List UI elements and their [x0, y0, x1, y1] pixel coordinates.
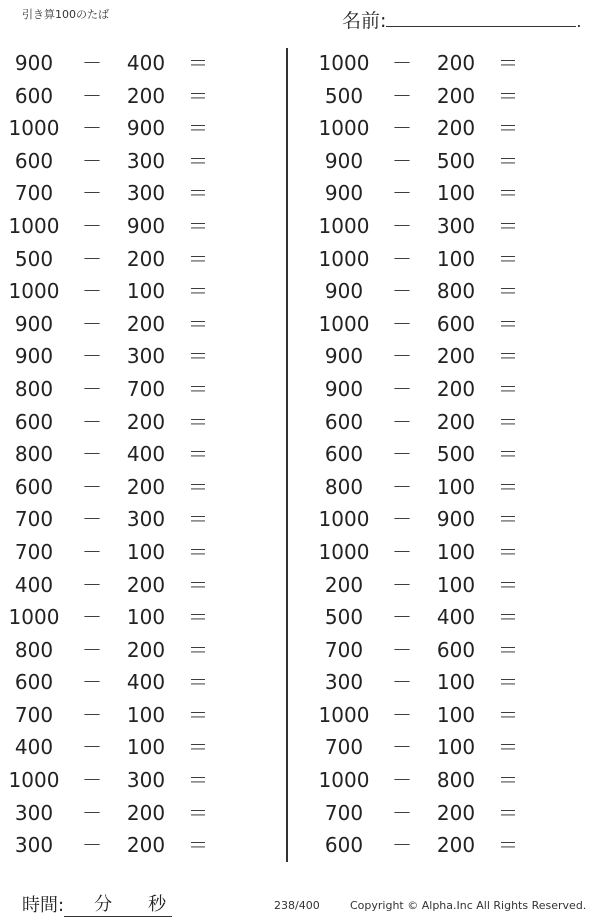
- subtrahend: 200: [436, 409, 476, 434]
- minus-sign: －: [392, 181, 412, 206]
- minus-sign: －: [392, 246, 412, 271]
- minus-sign: －: [82, 311, 102, 336]
- equals-sign: ＝: [498, 539, 518, 564]
- minus-sign: －: [392, 344, 412, 369]
- minus-sign: －: [82, 279, 102, 304]
- name-field: [342, 6, 582, 33]
- minuend: 800: [14, 637, 54, 662]
- subtrahend: 200: [126, 833, 166, 858]
- minus-sign: －: [82, 409, 102, 434]
- subtrahend: 100: [436, 246, 476, 271]
- problem-row: [8, 764, 288, 797]
- equals-sign: ＝: [498, 213, 518, 238]
- equals-sign: ＝: [498, 376, 518, 401]
- minuend: 1000: [8, 605, 60, 630]
- subtrahend: 300: [126, 507, 166, 532]
- subtrahend: 300: [126, 181, 166, 206]
- equals-sign: ＝: [498, 409, 518, 434]
- problem-row: [8, 731, 288, 764]
- problem-row: [8, 275, 288, 308]
- minuend: 600: [14, 148, 54, 173]
- minus-sign: －: [82, 833, 102, 858]
- subtrahend: 100: [126, 539, 166, 564]
- subtrahend: 200: [126, 409, 166, 434]
- equals-sign: ＝: [188, 116, 208, 141]
- minuend: 1000: [8, 279, 60, 304]
- minuend: 700: [14, 702, 54, 727]
- equals-sign: ＝: [188, 213, 208, 238]
- problem-row: [8, 536, 288, 569]
- equals-sign: ＝: [188, 833, 208, 858]
- subtrahend: 100: [436, 735, 476, 760]
- subtrahend: 900: [126, 213, 166, 238]
- minus-sign: －: [82, 344, 102, 369]
- subtrahend: 100: [436, 539, 476, 564]
- problem-row: [8, 308, 288, 341]
- minus-sign: －: [82, 735, 102, 760]
- minuend: 900: [14, 344, 54, 369]
- problem-row: [318, 243, 598, 276]
- equals-sign: ＝: [498, 311, 518, 336]
- problem-row: [8, 177, 288, 210]
- equals-sign: ＝: [498, 344, 518, 369]
- name-dot: .: [576, 12, 582, 31]
- equals-sign: ＝: [188, 605, 208, 630]
- problem-row: [318, 601, 598, 634]
- time-label: 時間:: [22, 895, 65, 916]
- subtrahend: 600: [436, 637, 476, 662]
- subtrahend: 200: [436, 833, 476, 858]
- problem-row: [318, 373, 598, 406]
- subtrahend: 300: [436, 213, 476, 238]
- subtrahend: 200: [126, 800, 166, 825]
- minuend: 700: [324, 735, 364, 760]
- problem-row: [318, 699, 598, 732]
- equals-sign: ＝: [498, 637, 518, 662]
- subtrahend: 300: [126, 148, 166, 173]
- minus-sign: －: [392, 735, 412, 760]
- minus-sign: －: [392, 572, 412, 597]
- equals-sign: ＝: [498, 735, 518, 760]
- minuend: 600: [324, 442, 364, 467]
- equals-sign: ＝: [188, 279, 208, 304]
- subtrahend: 100: [436, 181, 476, 206]
- minuend: 900: [324, 279, 364, 304]
- problem-row: [318, 536, 598, 569]
- minus-sign: －: [392, 409, 412, 434]
- problem-row: [8, 47, 288, 80]
- minus-sign: －: [82, 605, 102, 630]
- time-field: [22, 891, 172, 917]
- subtrahend: 200: [436, 51, 476, 75]
- subtrahend: 200: [436, 376, 476, 401]
- problem-row: [8, 797, 288, 830]
- problem-row: [8, 112, 288, 145]
- minus-sign: －: [392, 51, 412, 75]
- minutes-label: 分: [94, 894, 113, 915]
- subtrahend: 200: [436, 83, 476, 108]
- problem-row: [8, 438, 288, 471]
- minuend: 700: [14, 539, 54, 564]
- subtrahend: 100: [436, 670, 476, 695]
- minus-sign: －: [392, 605, 412, 630]
- subtrahend: 800: [436, 279, 476, 304]
- minus-sign: －: [82, 474, 102, 499]
- minuend: 1000: [318, 768, 370, 793]
- problem-row: [318, 80, 598, 113]
- problem-row: [318, 112, 598, 145]
- minuend: 600: [14, 409, 54, 434]
- subtrahend: 100: [126, 605, 166, 630]
- minuend: 1000: [318, 246, 370, 271]
- problem-row: [318, 438, 598, 471]
- equals-sign: ＝: [498, 670, 518, 695]
- minus-sign: －: [392, 311, 412, 336]
- problem-row: [8, 634, 288, 667]
- problem-row: [318, 634, 598, 667]
- subtrahend: 100: [126, 735, 166, 760]
- subtrahend: 400: [126, 670, 166, 695]
- equals-sign: ＝: [188, 344, 208, 369]
- minus-sign: －: [392, 279, 412, 304]
- minuend: 500: [324, 605, 364, 630]
- minuend: 400: [14, 572, 54, 597]
- problem-row: [318, 308, 598, 341]
- problem-row: [318, 177, 598, 210]
- equals-sign: ＝: [188, 83, 208, 108]
- subtrahend: 300: [126, 344, 166, 369]
- minus-sign: －: [392, 442, 412, 467]
- minus-sign: －: [82, 51, 102, 75]
- equals-sign: ＝: [188, 376, 208, 401]
- minus-sign: －: [392, 800, 412, 825]
- minuend: 900: [324, 148, 364, 173]
- subtrahend: 200: [126, 83, 166, 108]
- subtrahend: 900: [436, 507, 476, 532]
- subtrahend: 400: [126, 442, 166, 467]
- minus-sign: －: [82, 148, 102, 173]
- equals-sign: ＝: [498, 51, 518, 75]
- subtrahend: 100: [436, 474, 476, 499]
- subtrahend: 900: [126, 116, 166, 141]
- subtrahend: 200: [436, 116, 476, 141]
- minuend: 1000: [8, 213, 60, 238]
- problem-row: [8, 666, 288, 699]
- minuend: 900: [14, 311, 54, 336]
- equals-sign: ＝: [498, 148, 518, 173]
- subtrahend: 700: [126, 376, 166, 401]
- problem-row: [318, 666, 598, 699]
- minus-sign: －: [392, 376, 412, 401]
- problem-row: [8, 569, 288, 602]
- subtrahend: 400: [436, 605, 476, 630]
- equals-sign: ＝: [188, 442, 208, 467]
- left-problem-column: [8, 47, 288, 862]
- minus-sign: －: [82, 702, 102, 727]
- equals-sign: ＝: [188, 246, 208, 271]
- minus-sign: －: [82, 246, 102, 271]
- problem-row: [8, 699, 288, 732]
- minus-sign: －: [82, 83, 102, 108]
- subtrahend: 200: [126, 572, 166, 597]
- equals-sign: ＝: [188, 148, 208, 173]
- minuend: 1000: [318, 51, 370, 75]
- minuend: 300: [14, 833, 54, 858]
- problem-row: [318, 797, 598, 830]
- equals-sign: ＝: [498, 246, 518, 271]
- minus-sign: －: [82, 507, 102, 532]
- subtrahend: 200: [126, 311, 166, 336]
- problem-row: [318, 829, 598, 862]
- minus-sign: －: [392, 768, 412, 793]
- minus-sign: －: [392, 507, 412, 532]
- minuend: 600: [324, 409, 364, 434]
- equals-sign: ＝: [498, 702, 518, 727]
- subtrahend: 100: [126, 702, 166, 727]
- minuend: 800: [14, 442, 54, 467]
- equals-sign: ＝: [498, 181, 518, 206]
- page-number: 238/400: [274, 899, 320, 912]
- problem-row: [318, 47, 598, 80]
- problem-row: [318, 275, 598, 308]
- subtrahend: 500: [436, 148, 476, 173]
- minuend: 600: [324, 833, 364, 858]
- subtrahend: 100: [126, 279, 166, 304]
- problem-row: [318, 764, 598, 797]
- minuend: 800: [14, 376, 54, 401]
- equals-sign: ＝: [498, 442, 518, 467]
- equals-sign: ＝: [188, 572, 208, 597]
- equals-sign: ＝: [498, 474, 518, 499]
- equals-sign: ＝: [498, 507, 518, 532]
- minuend: 1000: [318, 507, 370, 532]
- problem-row: [8, 829, 288, 862]
- name-blank-line: [386, 10, 576, 27]
- minus-sign: －: [82, 572, 102, 597]
- minus-sign: －: [82, 181, 102, 206]
- subtrahend: 200: [126, 246, 166, 271]
- minuend: 600: [14, 474, 54, 499]
- equals-sign: ＝: [498, 572, 518, 597]
- subtrahend: 200: [436, 344, 476, 369]
- seconds-label: 秒: [148, 894, 167, 915]
- minus-sign: －: [392, 116, 412, 141]
- name-label: 名前:: [342, 10, 387, 32]
- equals-sign: ＝: [188, 637, 208, 662]
- subtrahend: 200: [436, 800, 476, 825]
- equals-sign: ＝: [498, 833, 518, 858]
- problem-row: [8, 373, 288, 406]
- minus-sign: －: [392, 474, 412, 499]
- subtrahend: 100: [436, 572, 476, 597]
- equals-sign: ＝: [188, 670, 208, 695]
- minus-sign: －: [82, 768, 102, 793]
- minuend: 400: [14, 735, 54, 760]
- minuend: 1000: [318, 539, 370, 564]
- equals-sign: ＝: [188, 539, 208, 564]
- problem-row: [8, 340, 288, 373]
- minuend: 1000: [8, 768, 60, 793]
- minuend: 1000: [318, 213, 370, 238]
- minuend: 700: [14, 507, 54, 532]
- equals-sign: ＝: [498, 116, 518, 141]
- minuend: 1000: [318, 702, 370, 727]
- worksheet-title: 引き算100のたば: [22, 8, 109, 21]
- problem-row: [8, 243, 288, 276]
- minuend: 700: [14, 181, 54, 206]
- equals-sign: ＝: [188, 409, 208, 434]
- minuend: 500: [14, 246, 54, 271]
- minuend: 900: [324, 181, 364, 206]
- minus-sign: －: [82, 637, 102, 662]
- problem-row: [8, 601, 288, 634]
- equals-sign: ＝: [498, 605, 518, 630]
- problem-row: [318, 406, 598, 439]
- problem-row: [8, 503, 288, 536]
- minuend: 800: [324, 474, 364, 499]
- problem-row: [8, 210, 288, 243]
- equals-sign: ＝: [188, 51, 208, 75]
- minuend: 500: [324, 83, 364, 108]
- minus-sign: －: [82, 376, 102, 401]
- minuend: 300: [14, 800, 54, 825]
- minuend: 1000: [318, 311, 370, 336]
- subtrahend: 100: [436, 702, 476, 727]
- minuend: 1000: [318, 116, 370, 141]
- problem-row: [8, 145, 288, 178]
- equals-sign: ＝: [188, 800, 208, 825]
- minus-sign: －: [392, 539, 412, 564]
- problem-row: [318, 210, 598, 243]
- minuend: 700: [324, 637, 364, 662]
- minuend: 300: [324, 670, 364, 695]
- minuend: 600: [14, 670, 54, 695]
- equals-sign: ＝: [188, 768, 208, 793]
- equals-sign: ＝: [498, 800, 518, 825]
- copyright-text: Copyright © Alpha.Inc All Rights Reserved.: [350, 899, 587, 912]
- equals-sign: ＝: [188, 735, 208, 760]
- subtrahend: 400: [126, 51, 166, 75]
- problem-row: [8, 406, 288, 439]
- minus-sign: －: [392, 213, 412, 238]
- subtrahend: 200: [126, 474, 166, 499]
- problem-row: [318, 145, 598, 178]
- equals-sign: ＝: [498, 83, 518, 108]
- minus-sign: －: [82, 116, 102, 141]
- minus-sign: －: [82, 800, 102, 825]
- subtrahend: 800: [436, 768, 476, 793]
- problem-row: [318, 731, 598, 764]
- equals-sign: ＝: [188, 474, 208, 499]
- minuend: 900: [324, 344, 364, 369]
- problem-row: [318, 340, 598, 373]
- minuend: 200: [324, 572, 364, 597]
- equals-sign: ＝: [498, 768, 518, 793]
- minuend: 600: [14, 83, 54, 108]
- minuend: 700: [324, 800, 364, 825]
- subtrahend: 300: [126, 768, 166, 793]
- minus-sign: －: [392, 702, 412, 727]
- problem-row: [318, 569, 598, 602]
- minus-sign: －: [82, 539, 102, 564]
- problem-row: [318, 503, 598, 536]
- equals-sign: ＝: [188, 311, 208, 336]
- equals-sign: ＝: [188, 702, 208, 727]
- problem-row: [8, 471, 288, 504]
- equals-sign: ＝: [188, 507, 208, 532]
- minus-sign: －: [82, 442, 102, 467]
- minuend: 900: [324, 376, 364, 401]
- subtrahend: 600: [436, 311, 476, 336]
- minus-sign: －: [82, 213, 102, 238]
- minus-sign: －: [392, 148, 412, 173]
- minuend: 1000: [8, 116, 60, 141]
- minus-sign: －: [82, 670, 102, 695]
- minus-sign: －: [392, 637, 412, 662]
- minus-sign: －: [392, 670, 412, 695]
- minus-sign: －: [392, 833, 412, 858]
- subtrahend: 200: [126, 637, 166, 662]
- problem-row: [318, 471, 598, 504]
- time-blank-line: [64, 896, 172, 917]
- equals-sign: ＝: [188, 181, 208, 206]
- right-problem-column: [318, 47, 598, 862]
- minus-sign: －: [392, 83, 412, 108]
- minuend: 900: [14, 51, 54, 75]
- problem-row: [8, 80, 288, 113]
- subtrahend: 500: [436, 442, 476, 467]
- equals-sign: ＝: [498, 279, 518, 304]
